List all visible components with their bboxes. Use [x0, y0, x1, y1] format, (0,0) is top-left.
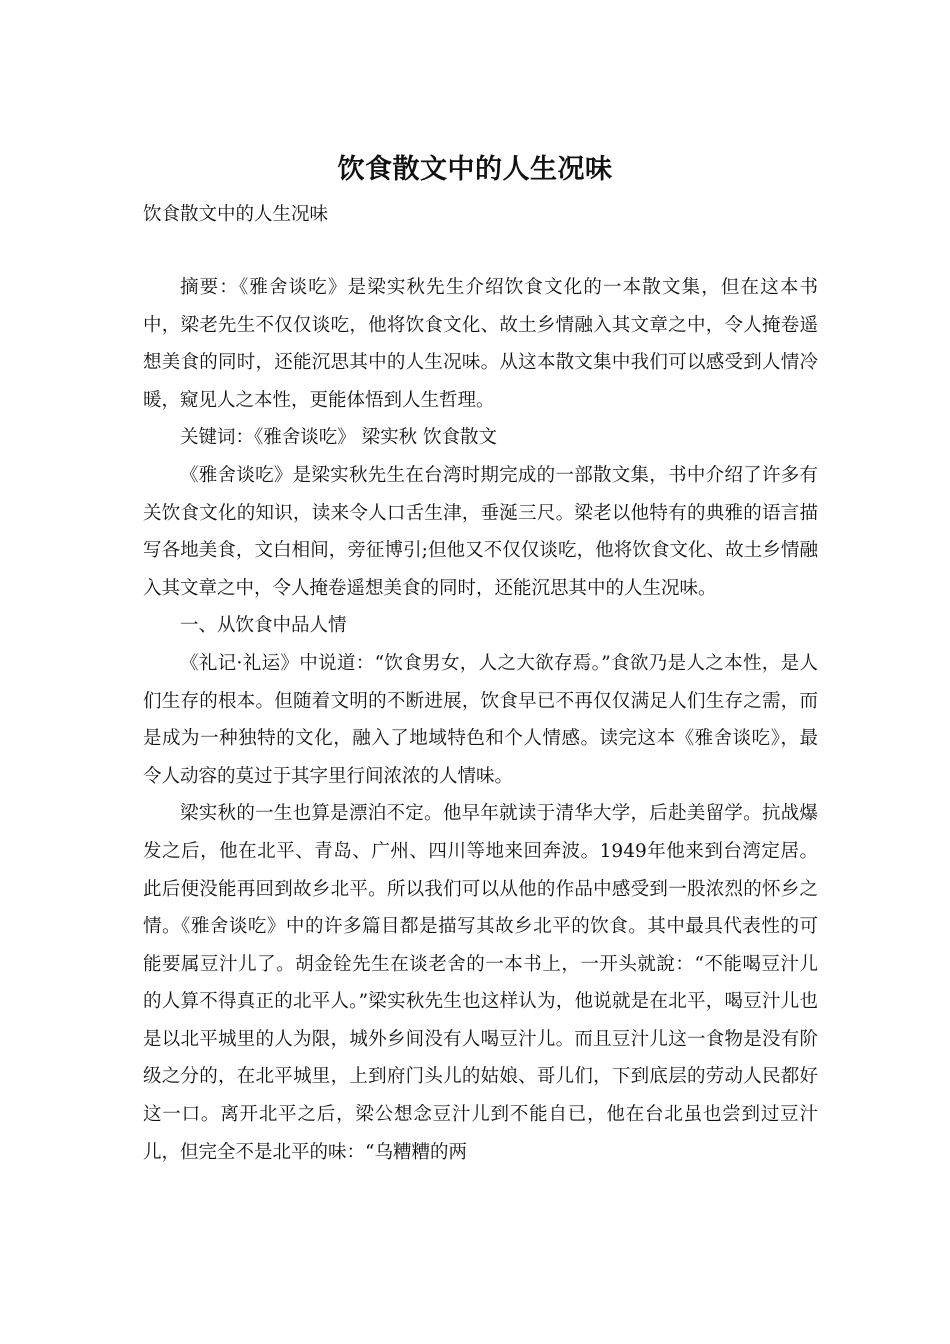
keywords-paragraph: 关键词：《雅舍谈吃》 梁实秋 饮食散文 [180, 427, 498, 449]
document-title: 饮食散文中的人生况味 [337, 154, 613, 185]
body-paragraph: 梁实秋的一生也算是漂泊不定。他早年就读于清华大学，后赴美留学。抗战爆发之后，他在北平、青岛、广州、四川等地来回奔波。1949年他来到台湾定居。此后便没能再回到故乡北平。所以我们可以从他的作品中感受到一股浓烈的怀乡之情。《雅舍谈吃》中的许多篇目都是描写其故乡北平的饮食。其中最具代表性的可能要属豆汁儿了。胡金铨先生在谈老舍的一本书上，一开头就說：“不能喝豆汁儿的人算不得真正的北平人。”梁实秋先生也这样认为，他说就是在北平，喝豆汁儿也是以北平城里的人为限，城外乡间没有人喝豆汁儿。而且豆汁儿这一食物是没有阶级之分的，在北平城里，上到府门头儿的姑娘、哥儿们，下到底层的劳动人民都好这一口。离开北平之后，梁公想念豆汁儿到不能自已，他在台北虽也尝到过豆汁儿，但完全不是北平的味：“乌糟糟的两 [143, 803, 818, 1163]
abstract-paragraph: 摘要：《雅舍谈吃》是梁实秋先生介绍饮食文化的一本散文集，但在这本书中，梁老先生不仅仅谈吃，他将饮食文化、故土乡情融入其文章之中，令人掩卷遥想美食的同时，还能沉思其中的人生况味。从这本散文集中我们可以感受到人情冷暖，窥见人之本性，更能体悟到人生哲理。 [143, 277, 818, 411]
body-paragraph: 《礼记·礼运》中说道：“饮食男女，人之大欲存焉。”食欲乃是人之本性，是人们生存的根本。但随着文明的不断进展，饮食早已不再仅仅满足人们生存之需，而是成为一种独特的文化，融入了地域特色和个人情感。读完这本《雅舍谈吃》，最令人动容的莫过于其字里行间浓浓的人情味。 [143, 652, 818, 787]
document-body [143, 269, 818, 1171]
intro-paragraph: 《雅舍谈吃》是梁实秋先生在台湾时期完成的一部散文集，书中介绍了许多有关饮食文化的知识，读来令人口舌生津，垂涎三尺。梁老以他特有的典雅的语言描写各地美食，文白相间，旁征博引;但他又不仅仅谈吃，他将饮食文化、故土乡情融入其文章之中，令人掩卷遥想美食的同时，还能沉思其中的人生况味。 [143, 464, 818, 599]
section-heading: 一、从饮食中品人情 [180, 615, 347, 637]
document-subtitle: 饮食散文中的人生况味 [143, 204, 329, 225]
